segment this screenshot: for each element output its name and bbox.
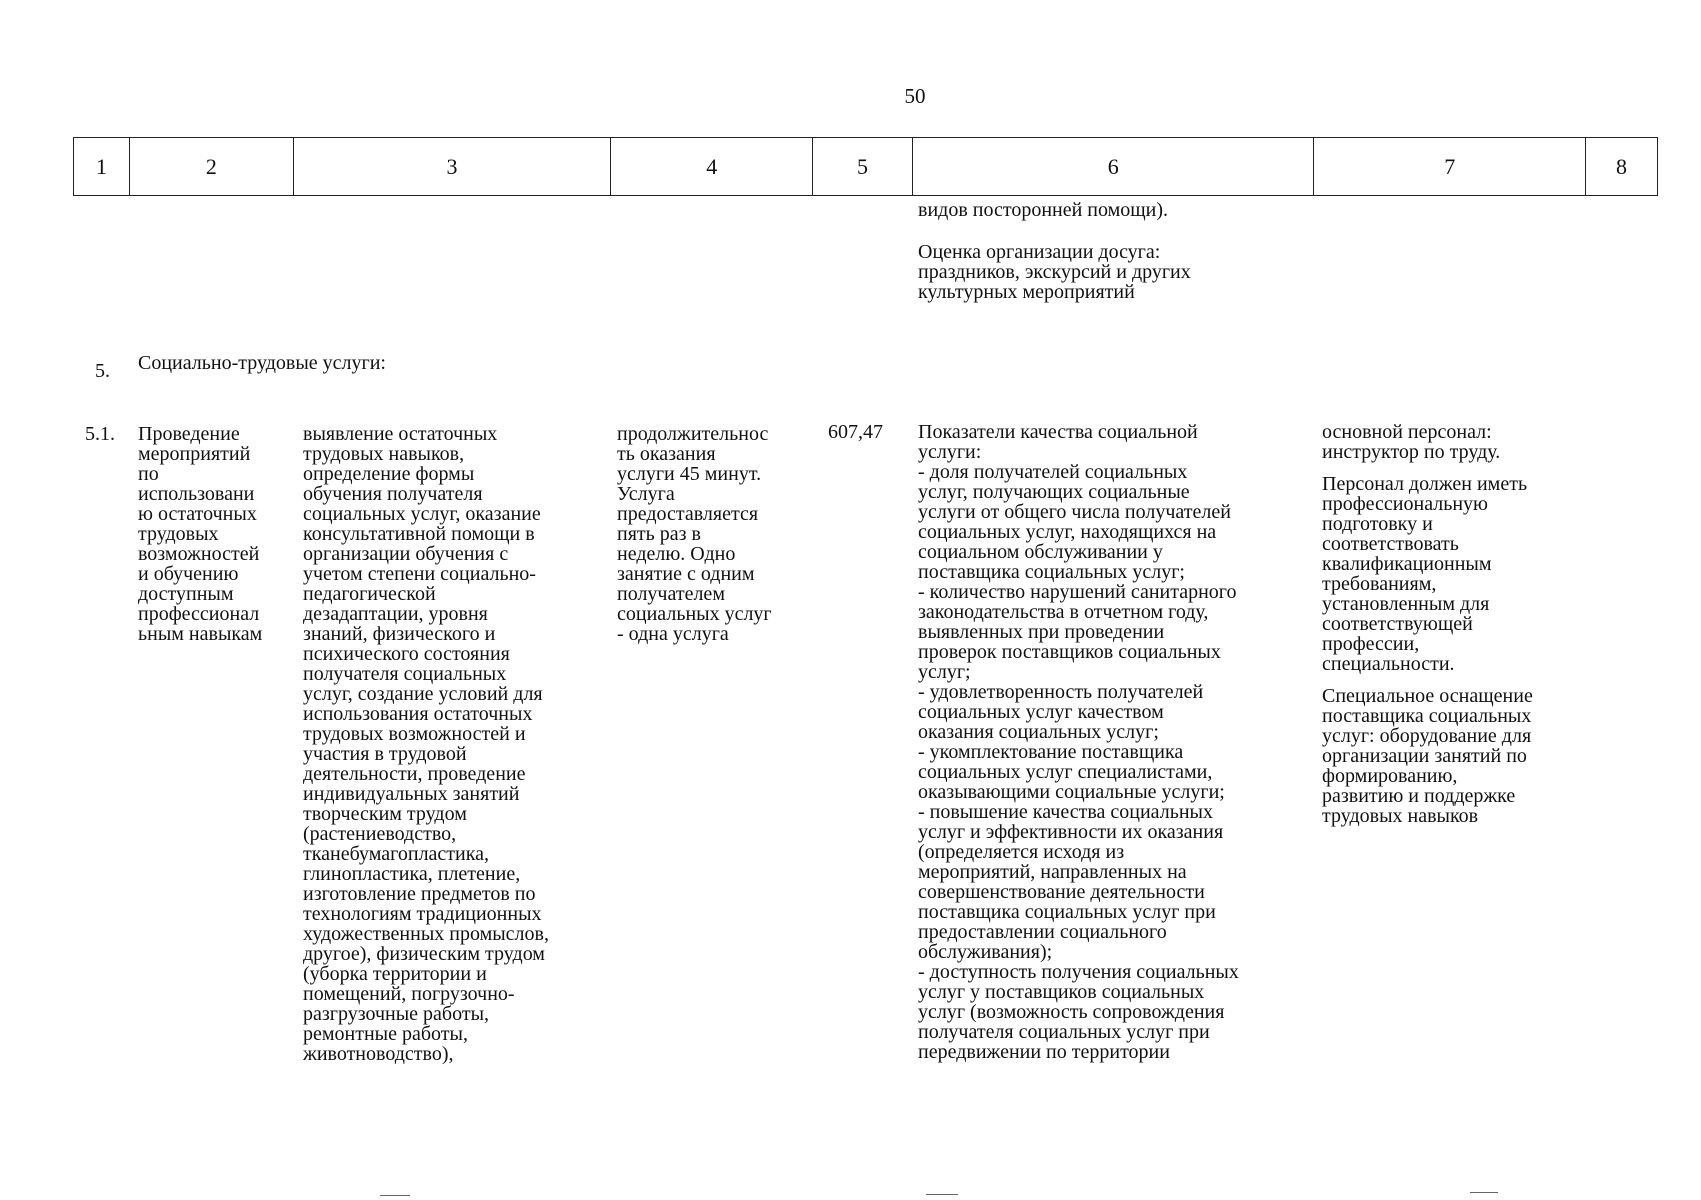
text-line: разгрузочные работы, [303, 1003, 490, 1025]
text-line: соответствовать [1322, 533, 1459, 555]
text-line: требованиям, [1322, 573, 1437, 595]
section-number: 5. [95, 360, 110, 382]
service-volume-cell [617, 424, 817, 644]
text-line: поставщика социальных услуг; [918, 561, 1185, 583]
text-line: трудовых возможностей и [303, 723, 526, 745]
text-line: продолжительнос [617, 423, 769, 445]
text-line: (определяется исходя из [918, 841, 1125, 863]
row-number: 5.1. [85, 423, 115, 445]
text-line: услуг; [918, 661, 971, 683]
text-line: организации занятий по [1322, 745, 1527, 767]
text-line: психического состояния [303, 643, 510, 665]
conditions-paragraph [1322, 422, 1592, 462]
text-line: социальных услуг специалистами, [918, 761, 1213, 783]
text-line: другое), физическим трудом [303, 943, 545, 965]
text-line: подготовку и [1322, 513, 1433, 535]
text-line: деятельности, проведение [303, 763, 526, 785]
text-line: использовани [138, 483, 255, 505]
text-line: услуг, создание условий для [303, 683, 543, 705]
text-line: (уборка территории и [303, 963, 487, 985]
text-line: знаний, физического и [303, 623, 496, 645]
text-line: ть оказания [617, 443, 716, 465]
text-line: возможностей [138, 543, 260, 565]
text-line: услуги 45 минут. [617, 463, 762, 485]
text-line: услуг и эффективности их оказания [918, 821, 1224, 843]
continuation-line: видов посторонней помощи). [918, 199, 1169, 221]
text-line: квалификационным [1322, 553, 1492, 575]
text-line: передвижении по территории [918, 1041, 1170, 1063]
text-line: - повышение качества социальных [918, 801, 1213, 823]
text-line: выявление остаточных [303, 423, 498, 445]
header-col-2: 2 [130, 138, 294, 195]
text-line: развитию и поддержке [1322, 785, 1516, 807]
header-col-8: 8 [1616, 153, 1628, 179]
text-line: пять раз в [617, 523, 701, 545]
text-line: соответствующей [1322, 613, 1473, 635]
text-line: предоставляется [617, 503, 759, 525]
text-line: ю остаточных [138, 503, 257, 525]
text-line: - доступность получения социальных [918, 961, 1239, 983]
text-line: изготовление предметов по [303, 883, 536, 905]
text-line: помещений, погрузочно- [303, 983, 515, 1005]
text-line: услуг, получающих социальные [918, 481, 1190, 503]
text-line: установленным для [1322, 593, 1490, 615]
text-line: - удовлетворенность получателей [918, 681, 1204, 703]
text-line: услуг у поставщиков социальных [918, 981, 1205, 1003]
text-line: учетом степени социально- [303, 563, 536, 585]
text-line: выявленных при проведении [918, 621, 1165, 643]
text-line: Показатели качества социальной [918, 421, 1198, 443]
text-line: предоставлении социального [918, 921, 1167, 943]
service-name-cell [138, 424, 298, 644]
text-line: основной персонал: [1322, 421, 1492, 443]
text-line: формированию, [1322, 765, 1458, 787]
text-line: - одна услуга [617, 623, 729, 645]
text-line: Специальное оснащение [1322, 685, 1533, 707]
text-line: трудовых навыков, [303, 443, 465, 465]
text-line: мероприятий, направленных на [918, 861, 1187, 883]
text-line: (растениеводство, [303, 823, 457, 845]
scan-mark [380, 1195, 410, 1196]
text-line: услуги от общего числа получателей [918, 501, 1231, 523]
text-line: Персонал должен иметь [1322, 473, 1528, 495]
text-line: участия в трудовой [303, 743, 467, 765]
text-line: трудовых [138, 523, 219, 545]
text-line: тканебумагопластика, [303, 843, 490, 865]
header-col-1: 1 [74, 138, 130, 195]
text-line: получателем [617, 583, 725, 605]
text-line: социальном обслуживании у [918, 541, 1163, 563]
text-line: ремонтные работы, [303, 1023, 468, 1045]
text-line: услуг (возможность сопровождения [918, 1001, 1225, 1023]
text-line: глинопластика, плетение, [303, 863, 521, 885]
text-line: животноводство), [303, 1043, 454, 1065]
text-line: социальных услуг, оказание [303, 503, 541, 525]
text-line: педагогической [303, 583, 436, 605]
text-line: технологиям традиционных [303, 903, 542, 925]
header-col-7: 7 [1314, 138, 1586, 195]
scan-mark [926, 1194, 958, 1195]
text-line: получателя социальных услуг при [918, 1021, 1210, 1043]
header-col-6: 6 [913, 138, 1314, 195]
header-col-3: 3 [294, 138, 612, 195]
text-line: совершенствование деятельности [918, 881, 1205, 903]
text-line: занятие с одним [617, 563, 755, 585]
header-col-4: 4 [611, 138, 813, 195]
text-line: неделю. Одно [617, 543, 736, 565]
text-line: Оценка организации досуга: [918, 241, 1161, 263]
conditions-paragraph [1322, 686, 1592, 826]
text-line: культурных мероприятий [918, 281, 1135, 303]
text-line: мероприятий [138, 443, 251, 465]
scan-mark [1470, 1192, 1498, 1193]
text-line: использования остаточных [303, 703, 533, 725]
quality-indicators-cell [918, 422, 1318, 1062]
text-line: социальных услуг [617, 603, 772, 625]
text-line: получателя социальных [303, 663, 507, 685]
text-line: Услуга [617, 483, 675, 505]
text-line: Проведение [138, 423, 240, 445]
text-line: ьным навыкам [138, 623, 263, 645]
page-number: 50 [904, 84, 926, 108]
text-line: художественных промыслов, [303, 923, 549, 945]
text-line: услуг: оборудование для [1322, 725, 1532, 747]
text-line: организации обучения с [303, 543, 509, 565]
text-line: услуги: [918, 441, 982, 463]
text-line: поставщика социальных [1322, 705, 1532, 727]
text-line: консультативной помощи в [303, 523, 535, 545]
text-line: оказания социальных услуг; [918, 721, 1159, 743]
text-line: трудовых навыков [1322, 805, 1479, 827]
table-header-row [73, 137, 1658, 196]
continuation-text [918, 200, 1318, 302]
text-line: поставщика социальных услуг при [918, 901, 1216, 923]
text-line: дезадаптации, уровня [303, 603, 488, 625]
text-line: обслуживания); [918, 941, 1053, 963]
text-line: профессиональную [1322, 493, 1488, 515]
text-line: оказывающими социальные услуги; [918, 781, 1225, 803]
text-line: - укомплектование поставщика [918, 741, 1184, 763]
price-cell: 607,47 [828, 421, 883, 443]
conditions-paragraph [1322, 474, 1592, 674]
text-line: и обучению [138, 563, 239, 585]
text-line: - количество нарушений санитарного [918, 581, 1237, 603]
header-col-5: 5 [813, 138, 913, 195]
text-line: профессии, [1322, 633, 1420, 655]
text-line: - доля получателей социальных [918, 461, 1188, 483]
text-line: проверок поставщиков социальных [918, 641, 1221, 663]
text-line: социальных услуг качеством [918, 701, 1164, 723]
text-line: определение формы [303, 463, 475, 485]
text-line: инструктор по труду. [1322, 441, 1501, 463]
text-line: законодательства в отчетном году, [918, 601, 1209, 623]
text-line: социальных услуг, находящихся на [918, 521, 1217, 543]
text-line: по [138, 463, 159, 485]
text-line: доступным [138, 583, 234, 605]
text-line: индивидуальных занятий [303, 783, 520, 805]
text-line: праздников, экскурсий и других [918, 261, 1191, 283]
text-line: специальности. [1322, 653, 1455, 675]
text-line: творческим трудом [303, 803, 467, 825]
text-line: обучения получателя [303, 483, 483, 505]
section-title: Социально-трудовые услуги: [138, 352, 386, 374]
conditions-cell [1322, 422, 1592, 838]
service-content-cell [303, 424, 608, 1064]
leisure-paragraph [918, 242, 1318, 302]
text-line: профессионал [138, 603, 260, 625]
